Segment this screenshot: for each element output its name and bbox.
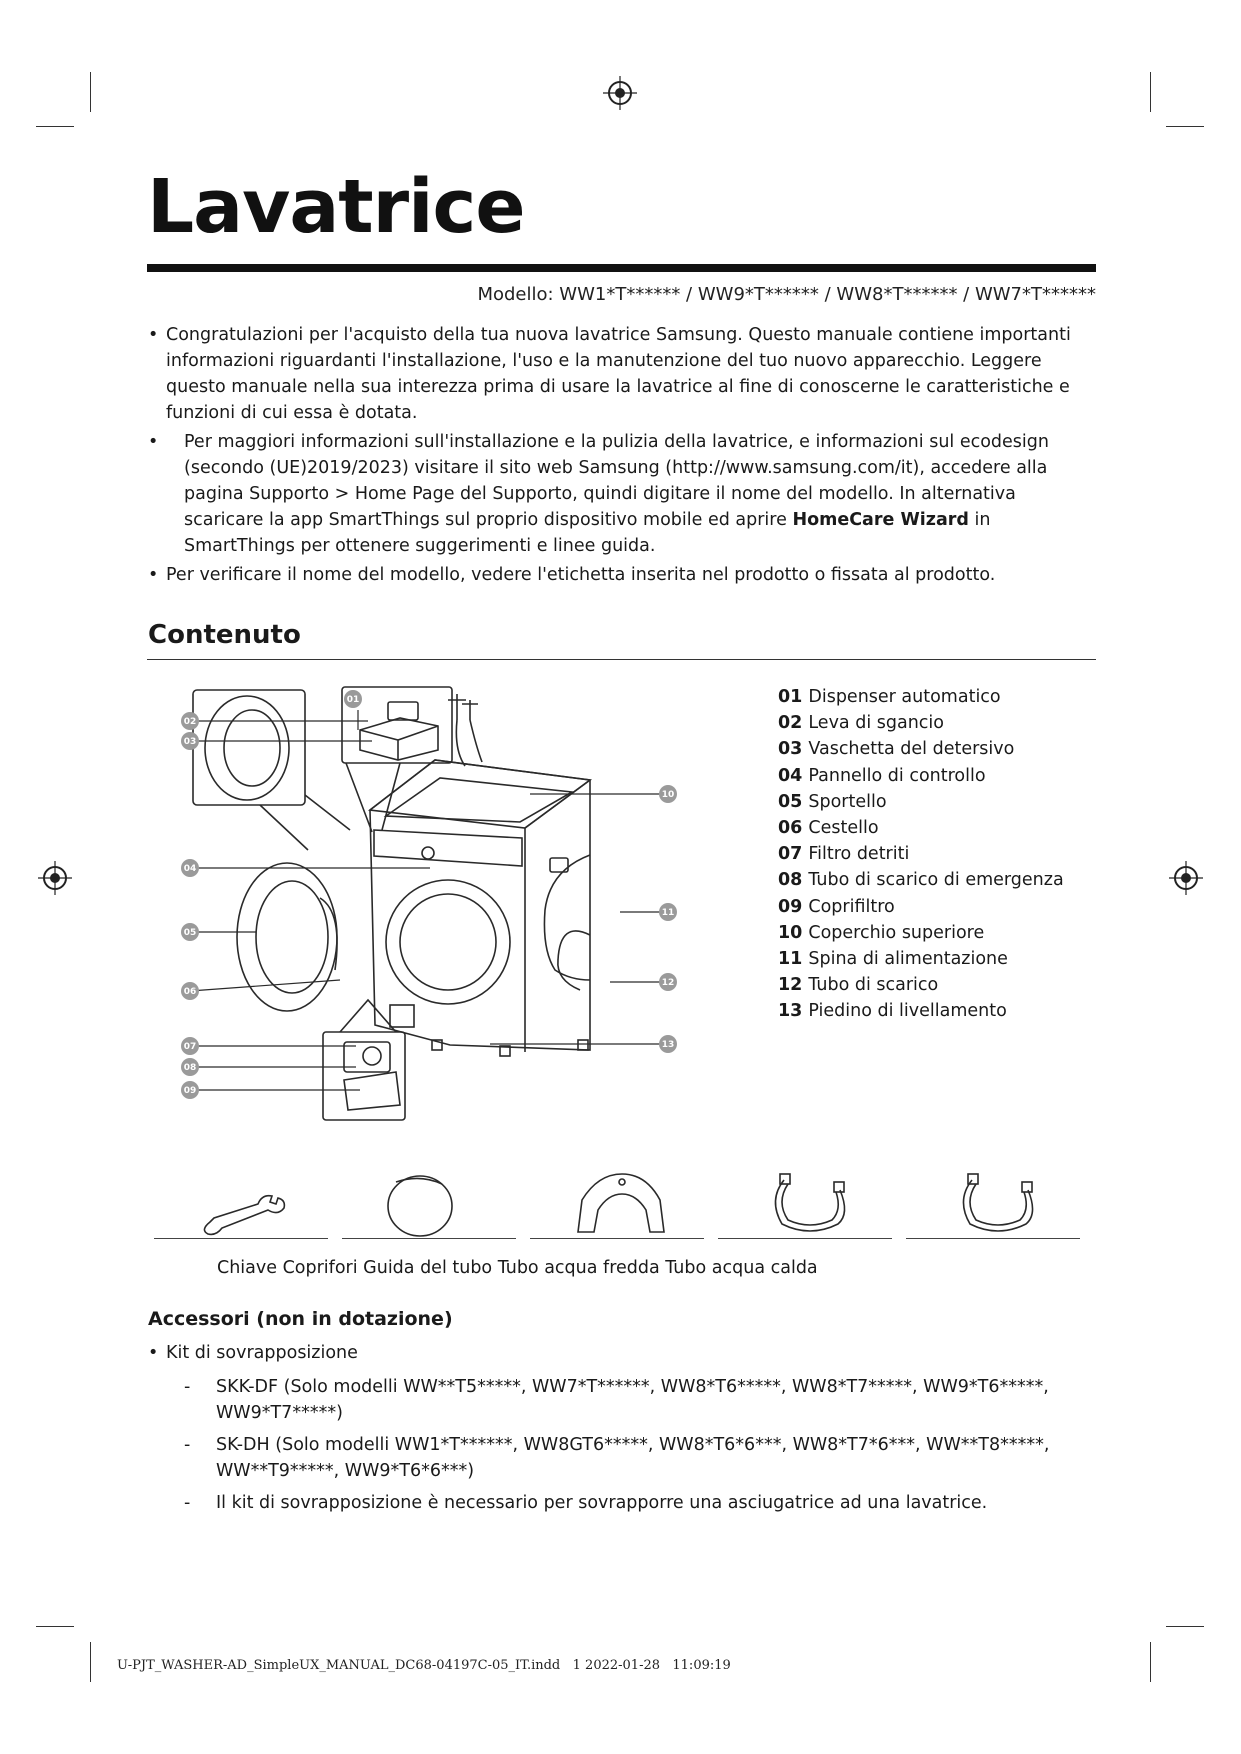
crop-mark: [1166, 126, 1204, 127]
legend-item: 12 Tubo di scarico: [778, 975, 939, 996]
intro-item: [148, 562, 1098, 588]
parts-legend: [778, 684, 1064, 1025]
door: [237, 863, 337, 1011]
legend-item: 09 Coprifiltro: [778, 896, 895, 917]
legend-item: 04 Pannello di controllo: [778, 765, 986, 786]
drum: [386, 880, 510, 1004]
callout-12: [659, 973, 677, 991]
callout-09: [181, 1081, 199, 1099]
callout-07: [181, 1037, 199, 1055]
callout-13: [659, 1035, 677, 1053]
accessories-heading: Accessori (non in dotazione): [148, 1308, 453, 1330]
accessories-list: [148, 1340, 1098, 1524]
callout-10: [659, 785, 677, 803]
bullet: •: [148, 1343, 159, 1363]
crop-mark: [36, 1626, 74, 1627]
legend-item: 05 Sportello: [778, 791, 887, 812]
intro-text: in SmartThings per ottenere suggerimenti e linee guida.: [184, 510, 991, 556]
crop-mark: [1166, 1626, 1204, 1627]
supplied-items-labels: Chiave Coprifori Guida del tubo Tubo acqua fredda Tubo acqua calda: [217, 1258, 818, 1278]
print-slug: U-PJT_WASHER-AD_SimpleUX_MANUAL_DC68-04197C-05_IT.indd 1 2022-01-28 11:09:19: [117, 1658, 731, 1673]
registration-mark-icon: [603, 76, 637, 110]
svg-text:08: 08: [183, 1063, 197, 1073]
bullet: •: [148, 565, 159, 585]
svg-text:02: 02: [183, 717, 197, 727]
kit-variant: - SKK-DF (Solo modelli WW**T5*****, WW7*T******, WW8*T6*****, WW8*T7*****, WW9*T6*****, WW9*T7*****): [184, 1377, 1049, 1423]
item-divider: [718, 1238, 892, 1239]
washer-diagram: [160, 680, 680, 1130]
crop-mark: [90, 72, 91, 112]
model-line: Modello: WW1*T****** / WW9*T****** / WW8*T****** / WW7*T******: [477, 284, 1096, 305]
page-title: Lavatrice: [147, 164, 525, 250]
svg-text:06: 06: [183, 987, 197, 997]
legend-item: 03 Vaschetta del detersivo: [778, 739, 1015, 760]
power-plug: [544, 855, 590, 980]
intro-text: Per maggiori informazioni sull'installazione e la pulizia della lavatrice, e informazioni sul ecodesign (secondo (UE)2019/2023) visitare il sito web Samsung (http://www.samsung.com/it), accedere alla pagina Supporto > Home Page del Supporto, quindi digitare il nome del modello. In alternativa scaricare la app SmartThings sul proprio dispositivo mobile ed aprire: [184, 432, 1049, 530]
legend-item: 01 Dispenser automatico: [778, 687, 1001, 707]
intro-item: [148, 322, 1098, 426]
inset-pointer: [346, 763, 400, 832]
intro-text: Per verificare il nome del modello, vedere l'etichetta inserita nel prodotto o fissata al prodotto.: [166, 565, 996, 585]
callout-05: [181, 923, 199, 941]
title-rule: [147, 264, 1096, 272]
legend-item: 11 Spina di alimentazione: [778, 949, 1008, 970]
callout-01: [344, 690, 362, 708]
svg-text:13: 13: [661, 1040, 675, 1050]
hose-guide-icon: [578, 1174, 664, 1232]
kit-name: Kit di sovrapposizione: [166, 1343, 358, 1363]
svg-text:07: 07: [183, 1042, 197, 1052]
section-rule: [147, 659, 1096, 660]
legend-item: 13 Piedino di livellamento: [778, 1001, 1007, 1022]
callout-06: [181, 982, 199, 1000]
svg-text:01: 01: [346, 695, 360, 705]
crop-mark: [36, 126, 74, 127]
crop-mark: [1150, 1642, 1151, 1682]
contents-heading: Contenuto: [148, 620, 301, 650]
intro-text: Congratulazioni per l'acquisto della tua nuova lavatrice Samsung. Questo manuale contiene importanti informazioni riguardanti l'installazione, l'uso e la manutenzione del tuo nuovo apparecchio. Leggere questo manuale nella sua interezza prima di usare la lavatrice al fine di conoscerne le caratteristiche e funzioni di cui essa è dotata.: [166, 325, 1071, 423]
item-divider: [342, 1238, 516, 1239]
app-name-bold: HomeCare Wizard: [792, 510, 969, 530]
crop-mark: [90, 1642, 91, 1682]
crop-mark: [1150, 72, 1151, 112]
drain-hose: [558, 931, 590, 990]
callout-02: [181, 712, 199, 730]
intro-list: [148, 322, 1098, 591]
bullet: •: [148, 325, 159, 345]
supplied-items-illustration: [150, 1160, 1100, 1240]
legend-item: 08 Tubo di scarico di emergenza: [778, 870, 1064, 891]
intro-item: [148, 429, 1098, 559]
control-panel: [374, 830, 522, 866]
item-divider: [154, 1238, 328, 1239]
callout-03: [181, 732, 199, 750]
filter-inset: [323, 1032, 405, 1120]
hot-water-hose-icon: [963, 1174, 1032, 1231]
accessory-item: [148, 1340, 1098, 1516]
callout-11: [659, 903, 677, 921]
registration-mark-icon: [1169, 861, 1203, 895]
svg-text:05: 05: [183, 928, 197, 938]
kit-variant: - SK-DH (Solo modelli WW1*T******, WW8GT6*****, WW8*T6*6***, WW8*T7*6***, WW**T8*****, WW**T9*****, WW9*T6*6***): [184, 1435, 1050, 1481]
legend-item: 07 Filtro detriti: [778, 844, 910, 865]
item-divider: [530, 1238, 704, 1239]
svg-text:10: 10: [661, 790, 675, 800]
svg-text:11: 11: [661, 908, 675, 918]
callout-04: [181, 859, 199, 877]
hole-cap-icon: [388, 1176, 452, 1236]
item-divider: [906, 1238, 1080, 1239]
legend-item: 10 Coperchio superiore: [778, 922, 985, 943]
svg-text:12: 12: [661, 978, 675, 988]
wrench-icon: [204, 1196, 284, 1235]
kit-sublist: [166, 1374, 1098, 1516]
cold-water-hose-icon: [775, 1174, 844, 1231]
svg-text:03: 03: [183, 737, 197, 747]
legend-item: 02 Leva di sgancio: [778, 713, 944, 734]
kit-note: - Il kit di sovrapposizione è necessario per sovrapporre una asciugatrice ad una lavatrice.: [184, 1493, 988, 1513]
svg-text:09: 09: [183, 1086, 197, 1096]
svg-text:04: 04: [183, 864, 197, 874]
bullet: •: [148, 432, 159, 452]
registration-mark-icon: [38, 861, 72, 895]
legend-item: 06 Cestello: [778, 818, 879, 839]
callout-08: [181, 1058, 199, 1076]
